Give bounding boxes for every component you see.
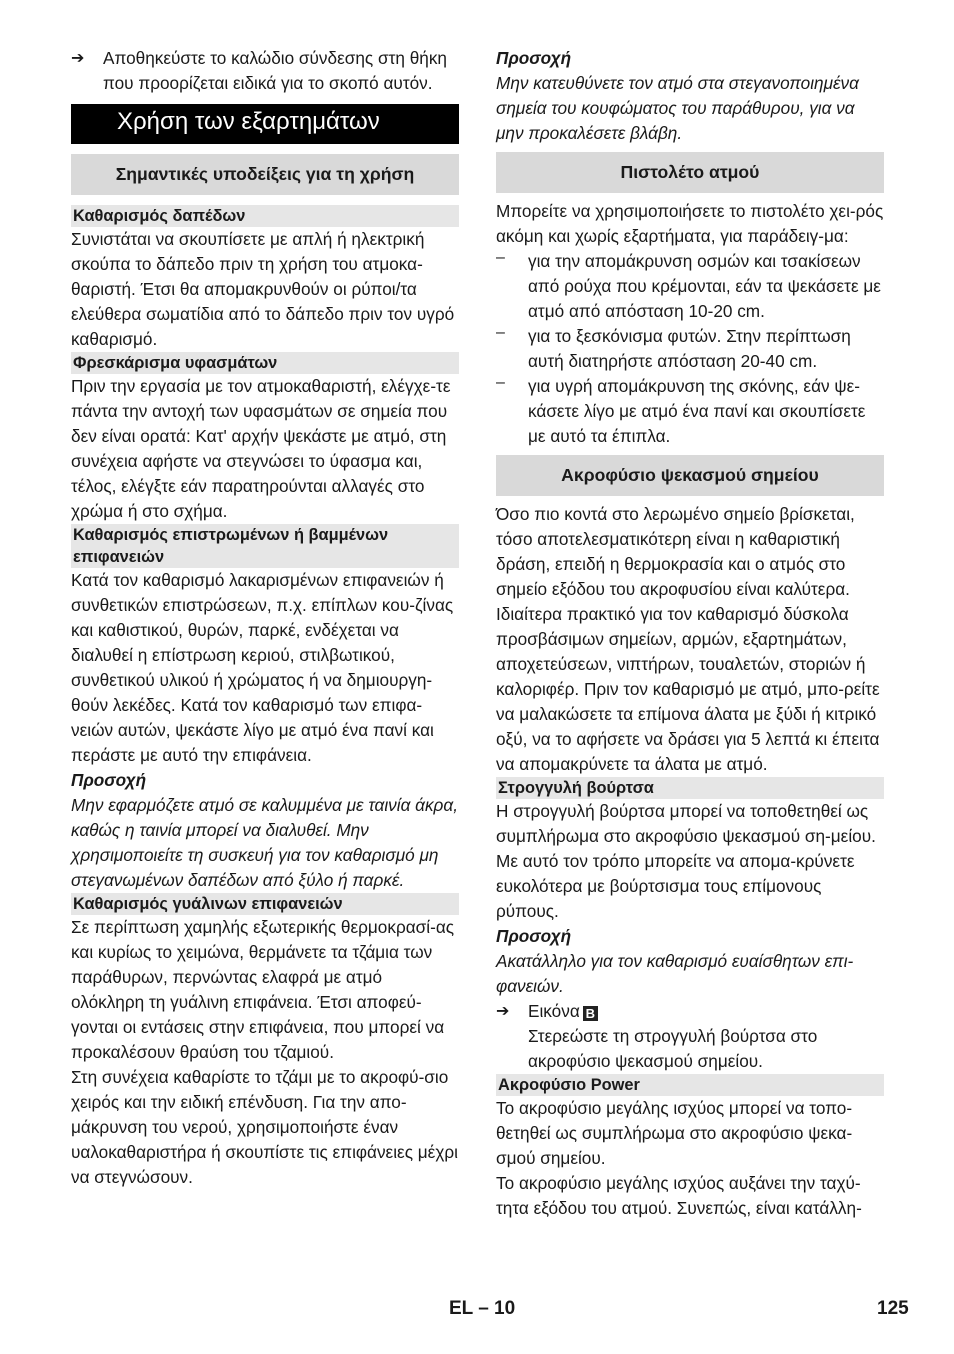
dash-bullet: – bbox=[496, 374, 505, 391]
instruction-step bbox=[496, 999, 884, 1024]
subheading-floor: Καθαρισμός δαπέδων bbox=[71, 205, 459, 227]
main-title: Χρήση των εξαρτημάτων bbox=[71, 104, 459, 144]
list-item bbox=[496, 374, 884, 449]
list-item-text: για το ξεσκόνισμα φυτών. Στην περίπτωση αυτή διατηρήστε απόσταση 20-40 cm. bbox=[528, 326, 851, 371]
list-item bbox=[496, 324, 884, 374]
subheading-coated: Καθαρισμός επιστρωμένων ή βαμμένων επιφανειών bbox=[71, 524, 459, 568]
dash-bullet: – bbox=[496, 324, 505, 341]
caution-label: Προσοχή bbox=[496, 48, 572, 68]
caution-text: Ακατάλληλο για τον καθαρισμό ευαίσθητων επι-φανειών. bbox=[496, 951, 854, 996]
dash-bullet: – bbox=[496, 249, 505, 266]
page-number: 125 bbox=[877, 1298, 909, 1319]
subheading-fabric: Φρεσκάρισμα υφασμάτων bbox=[71, 352, 459, 374]
caution-text: Μην εφαρμόζετε ατμό σε καλυμμένα με ταινία άκρα, καθώς η ταινία μπορεί να διαλυθεί. Μην χρησιμοποιείτε τη συσκευή για τον καθαρισμό μη στεγανωμένων δαπέδων από ξύλο ή παρκέ. bbox=[71, 795, 458, 890]
section-title: Σημαντικές υποδείξεις για τη χρήση bbox=[71, 154, 459, 195]
figure-reference bbox=[528, 999, 884, 1024]
paragraph-coated: Κατά τον καθαρισμό λακαρισμένων επιφανειών ή συνθετικών επιστρώσεων, π.χ. επίπλων κου-ζίνας και καθιστικού, θυρών, παρκέ, ενδέχεται να διαλυθεί η επίστρωση κεριού, στιλβωτικού, συνθετικού υλικού ή χρώματος ή να δημιουργη-θούν λεκέδες. Κατά τον καθαρισμό των επιφα-νειών αυτών, ψεκάστε λίγο με ατμό ένα πανί και περάστε με αυτό την επιφάνεια. bbox=[71, 570, 454, 765]
left-column bbox=[71, 46, 459, 1190]
figure-letter-icon: B bbox=[583, 1006, 598, 1021]
arrow-icon: ➔ bbox=[496, 1003, 510, 1020]
instruction-text: Στερεώστε τη στρογγυλή βούρτσα στο ακροφύσιο ψεκασμού σημείου. bbox=[528, 1026, 818, 1071]
paragraph-steam-gun: Μπορείτε να χρησιμοποιήσετε το πιστολέτο χει-ρός ακόμη και χωρίς εξαρτήματα, για παράδειγ-μα: bbox=[496, 201, 884, 246]
subheading-round-brush: Στρογγυλή βούρτσα bbox=[496, 777, 884, 799]
section-title-steam-gun: Πιστολέτο ατμού bbox=[496, 152, 884, 193]
paragraph-round-brush: Η στρογγυλή βούρτσα μπορεί να τοποθετηθεί ως συμπλήρωμα στο ακροφύσιο ψεκασμού ση-μείου. Με αυτό τον τρόπο μπορείτε να απομα-κρύνετε ευκολότερα με βούρτσισμα τους επίμονους ρύπους. bbox=[496, 801, 876, 921]
subheading-power-nozzle: Ακροφύσιο Power bbox=[496, 1074, 884, 1096]
list-item-text: για υγρή απομάκρυνση της σκόνης, εάν ψε-κάσετε λίγο με ατμό ένα πανί και σκουπίσετε με αυτό τα έπιπλα. bbox=[528, 376, 866, 446]
caution-text: Μην κατευθύνετε τον ατμό στα στεγανοποιημένα σημεία του κουφώματος του παράθυρου, για να μην προκαλέσετε βλάβη. bbox=[496, 73, 859, 143]
section-title-detail-nozzle: Ακροφύσιο ψεκασμού σημείου bbox=[496, 455, 884, 496]
paragraph-fabric: Πριν την εργασία με τον ατμοκαθαριστή, ελέγχε-τε πάντα την αντοχή των υφασμάτων σε σημεία που δεν είναι ορατά: Κατ' αρχήν ψεκάστε με ατμό, στη συνέχεια αφήστε να στεγνώσει το ύφασμα και, τέλος, ελέγξτε εάν παρατηρούνται αλλαγές στο χρώμα ή στο σχήμα. bbox=[71, 376, 451, 521]
right-column bbox=[496, 46, 884, 1221]
paragraph-power-nozzle-2: Το ακροφύσιο μεγάλης ισχύος αυξάνει την ταχύ-τητα εξόδου του ατμού. Συνεπώς, είναι κατάλλη- bbox=[496, 1173, 862, 1218]
figure-label: Εικόνα bbox=[528, 1001, 580, 1021]
paragraph-floor: Συνιστάται να σκουπίσετε με απλή ή ηλεκτρική σκούπα το δάπεδο πριν τη χρήση του ατμοκα-θαριστή. Έτσι θα απομακρυνθούν οι ρύποι/τα ελεύθερα σωματίδια από το δάπεδο πριν τον υγρό καθαρισμό. bbox=[71, 229, 455, 349]
footer-section-label: EL – 10 bbox=[449, 1298, 516, 1319]
list-item bbox=[496, 249, 884, 324]
caution-label: Προσοχή bbox=[71, 770, 147, 790]
paragraph-power-nozzle-1: Το ακροφύσιο μεγάλης ισχύος μπορεί να τοπο-θετηθεί ως συμπλήρωμα στο ακροφύσιο ψεκα-σμού σημείου. bbox=[496, 1098, 853, 1168]
instruction-step bbox=[71, 46, 459, 96]
paragraph-glass-1: Σε περίπτωση χαμηλής εξωτερικής θερμοκρασί-ας και κυρίως το χειμώνα, θερμάνετε τα τζάμια των παράθυρων, περνώντας ελαφρά με ατμό ολόκληρη τη γυάλινη επιφάνεια. Έτσι αποφεύ-γονται οι εντάσεις στην επιφάνεια, που μπορεί να προκαλέσουν θραύση του τζαμιού. bbox=[71, 917, 455, 1062]
arrow-icon: ➔ bbox=[71, 50, 85, 67]
paragraph-glass-2: Στη συνέχεια καθαρίστε το τζάμι με το ακροφύ-σιο χειρός και την ειδική επένδυση. Για την απο-μάκρυνση του νερού, χρησιμοποιήστε έναν υαλοκαθαριστήρα ή σκουπίστε τις επιφάνειες μέχρι να στεγνώσουν. bbox=[71, 1067, 458, 1187]
list-item-text: για την απομάκρυνση οσμών και τσακίσεων από ρούχα που κρέμονται, εάν τα ψεκάσετε με ατμό από απόσταση 10-20 cm. bbox=[528, 251, 881, 321]
caution-label: Προσοχή bbox=[496, 926, 572, 946]
subheading-glass: Καθαρισμός γυάλινων επιφανειών bbox=[71, 893, 459, 915]
paragraph-detail-nozzle: Όσο πιο κοντά στο λερωμένο σημείο βρίσκεται, τόσο αποτελεσματικότερη είναι η καθαριστική δράση, επειδή η θερμοκρασία και ο ατμός στο σημείο εξόδου του ακροφυσίου είναι καλύτερα. Ιδιαίτερα πρακτικό για τον καθαρισμό δύσκολα προσβάσιμων σημείων, αρμών, εξαρτημάτων, αποχετεύσεων, νιπτήρων, τουαλετών, στοριών ή καλοριφέρ. Πριν τον καθαρισμό με ατμό, μπο-ρείτε να μαλακώσετε τα επίμονα άλατα με ξύδι ή κιτρικό οξύ, να το αφήσετε να δράσει για 5 λεπτά κι έπειτα να απομακρύνετε τα άλατα με ατμό. bbox=[496, 504, 880, 774]
instruction-text: Αποθηκεύστε το καλώδιο σύνδεσης στη θήκη που προορίζεται ειδικά για το σκοπό αυτόν. bbox=[103, 48, 447, 93]
